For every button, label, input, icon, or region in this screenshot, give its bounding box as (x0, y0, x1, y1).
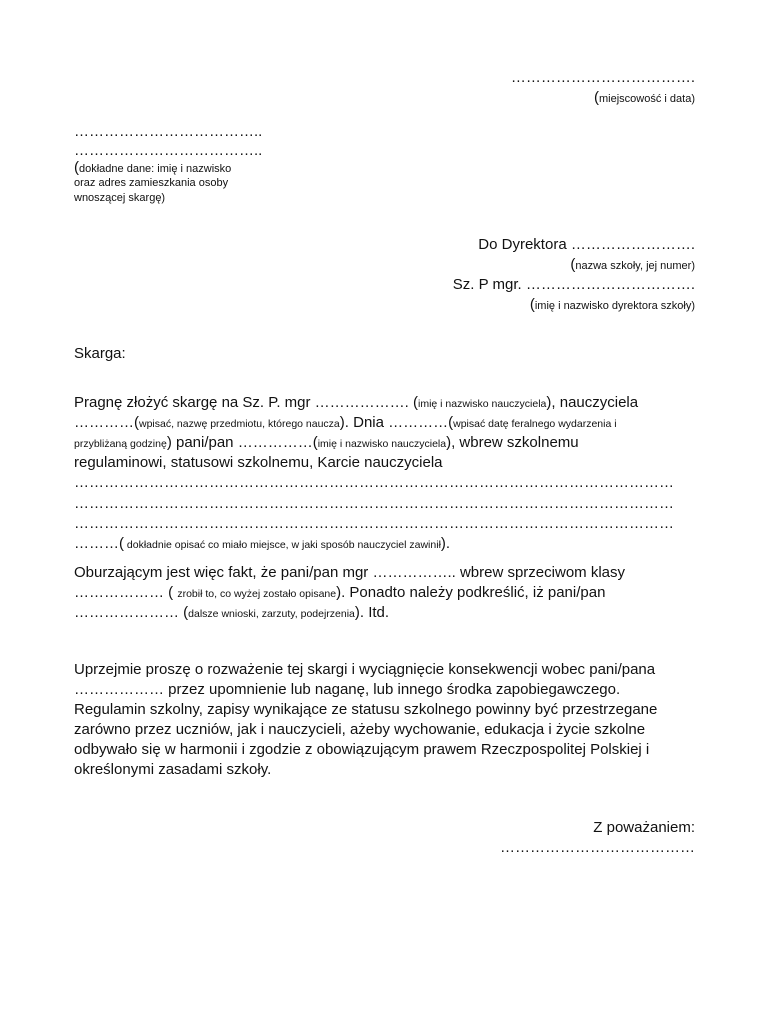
place-date-label: (miejscowość i data) (594, 89, 695, 106)
para2-line-2: ……………… ( zrobił to, co wyżej zostało opisane). Ponadto należy podkreślić, iż pani/pan (74, 584, 606, 601)
para1-line-8: ………( dokładnie opisać co miało miejsce, w jaki sposób nauczyciel zawinił). (74, 535, 451, 552)
director-line: Do Dyrektora ……………………. (478, 236, 695, 253)
para3-line-4: zarówno przez uczniów, jak i nauczycieli, ażeby wychowanie, edukacja i życie szkolne (74, 721, 646, 738)
place-date-dots: ………………………………. (510, 69, 695, 86)
signature-dots: ………………………………… (500, 839, 695, 856)
document-title: Skarga: (74, 345, 126, 362)
para1-dots-2: ………………………………………………………………………………………………………… (74, 495, 674, 512)
director-name-note-text: imię i nazwisko dyrektora szkoły) (534, 300, 695, 312)
para3-line-2: ……………… przez upomnienie lub naganę, lub innego środka zapobiegawczego. (74, 681, 621, 698)
place-date-label-text: miejscowość i data (599, 93, 692, 105)
para1-line-3: przybliżaną godzinę) pani/pan ……………(imię i nazwisko nauczyciela), wbrew szkolnemu (74, 434, 579, 451)
para3-line-5: odbywało się w harmonii i zgodzie z obowiązującym prawem Rzeczpospolitej Polskiej i (74, 741, 650, 758)
sender-line-2: ……………………………….. (74, 142, 263, 159)
sender-note-1-text: dokładne dane: imię i nazwisko (79, 163, 232, 175)
regards-text: Z poważaniem: (593, 819, 695, 836)
para2-line-3: ………………… (dalsze wnioski, zarzuty, podejrzenia). Itd. (74, 604, 390, 621)
sender-note-2: oraz adres zamieszkania osoby (74, 177, 229, 189)
para3-line-3: Regulamin szkolny, zapisy wynikające ze statusu szkolnego powinny być przestrzegane (74, 701, 658, 718)
school-note: (nazwa szkoły, jej numer) (570, 256, 695, 273)
sender-note-3: wnoszącej skargę) (74, 192, 166, 204)
director-name-note: (imię i nazwisko dyrektora szkoły) (529, 296, 695, 313)
sender-note-1: (dokładne dane: imię i nazwisko (74, 159, 232, 176)
mgr-line: Sz. P mgr. ……………………………. (452, 276, 695, 293)
school-note-text: nazwa szkoły, jej numer) (575, 260, 695, 272)
para1-dots-1: ………………………………………………………………………………………………………… (74, 474, 674, 491)
para1-dots-3: ………………………………………………………………………………………………………… (74, 515, 674, 532)
para3-line-1: Uprzejmie proszę o rozważenie tej skargi i wyciągnięcie konsekwencji wobec pani/pana (74, 661, 656, 678)
para2-line-1: Oburzającym jest więc fakt, że pani/pan mgr …………….. wbrew sprzeciwom klasy (74, 564, 625, 581)
para3-line-6: określonymi zasadami szkoły. (74, 761, 272, 778)
sender-line-1: ……………………………….. (74, 123, 263, 140)
para1-line-4: regulaminowi, statusowi szkolnemu, Karcie nauczyciela (74, 454, 443, 471)
para1-line-2: …………(wpisać, nazwę przedmiotu, którego naucza). Dnia …………(wpisać datę feralnego wydarzenia i (74, 414, 617, 431)
para1-line-1: Pragnę złożyć skargę na Sz. P. mgr ………………. (imię i nazwisko nauczyciela), nauczyciela (74, 394, 639, 411)
